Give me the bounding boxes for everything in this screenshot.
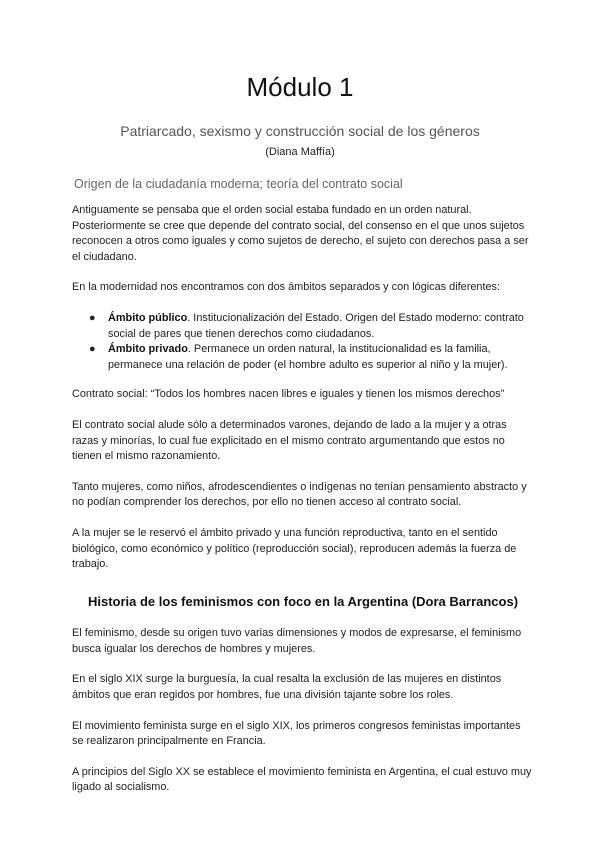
document-title: Módulo 1	[246, 72, 354, 102]
section-heading-contrato-social: Origen de la ciudadanía moderna; teoría del contrato social	[74, 177, 403, 191]
paragraph: Antiguamente se pensaba que el orden social estaba fundado en un orden natural. Posteriormente se cree que depende del contrato social, del consenso en el que unos sujetos reconocen a otros como iguales y como sujetos de derecho, el sujeto con derechos pasa a ser el ciudadano.	[72, 204, 529, 263]
bullet-icon: ●	[89, 343, 96, 356]
paragraph: A principios del Siglo XX se establece el movimiento feminista en Argentina, el cual estuvo muy ligado al socialismo.	[72, 765, 532, 794]
list-item-text: . Permanece un orden natural, la institucionalidad es la familia, permanece una relación de poder (el hombre adulto es superior al niño y la mujer).	[108, 343, 508, 371]
bullet-list	[72, 311, 534, 373]
paragraph: El feminismo, desde su origen tuvo varias dimensiones y modos de expresarse, el feminismo busca igualar los derechos de hombres y mujeres.	[72, 627, 522, 655]
document-subtitle: Patriarcado, sexismo y construcción social de los géneros	[120, 123, 480, 139]
paragraph: En la modernidad nos encontramos con dos ámbitos separados y con lógicas diferentes:	[72, 281, 501, 294]
document-body	[72, 203, 534, 811]
bullet-icon: ●	[89, 311, 96, 324]
paragraph: A la mujer se le reservó el ámbito privado y una función reproductiva, tanto en el sentido biológico, como económico y político (reproducción social), reproducen además la fuerza de trabajo.	[72, 526, 517, 571]
list-item	[89, 311, 534, 342]
list-item-text: . Institucionalización del Estado. Origen del Estado moderno: contrato social de pares que tienen derechos como ciudadanos.	[108, 311, 524, 340]
paragraph: El movimiento feminista surge en el siglo XIX, los primeros congresos feministas importantes se realizaron principalmente en Francia.	[72, 719, 521, 748]
list-item-term: Ámbito privado	[108, 343, 188, 356]
list-item	[89, 342, 534, 373]
paragraph: En el siglo XIX surge la burguesía, la cual resalta la exclusión de las mujeres en distintos ámbitos que eran regidos por hombres, fue una división tajante sobre los roles.	[72, 673, 502, 702]
paragraph: Contrato social: “Todos los hombres nacen libres e iguales y tienen los mismos derechos”	[72, 388, 505, 401]
list-item-term: Ámbito público	[108, 311, 188, 324]
document-author: (Diana Maffía)	[265, 146, 335, 158]
paragraph: El contrato social alude sólo a determinados varones, dejando de lado a la mujer y a otras razas y minorías, lo cual fue explicitado en el mismo contrato argumentando que estos no tienen el mismo razonamiento.	[72, 418, 507, 463]
section-heading-historia-feminismos: Historia de los feminismos con foco en la Argentina (Dora Barrancos)	[87, 593, 519, 609]
paragraph: Tanto mujeres, como niños, afrodescendientes o indígenas no tenían pensamiento abstracto y no podían comprender los derechos, por ello no tienen acceso al contrato social.	[72, 480, 527, 509]
